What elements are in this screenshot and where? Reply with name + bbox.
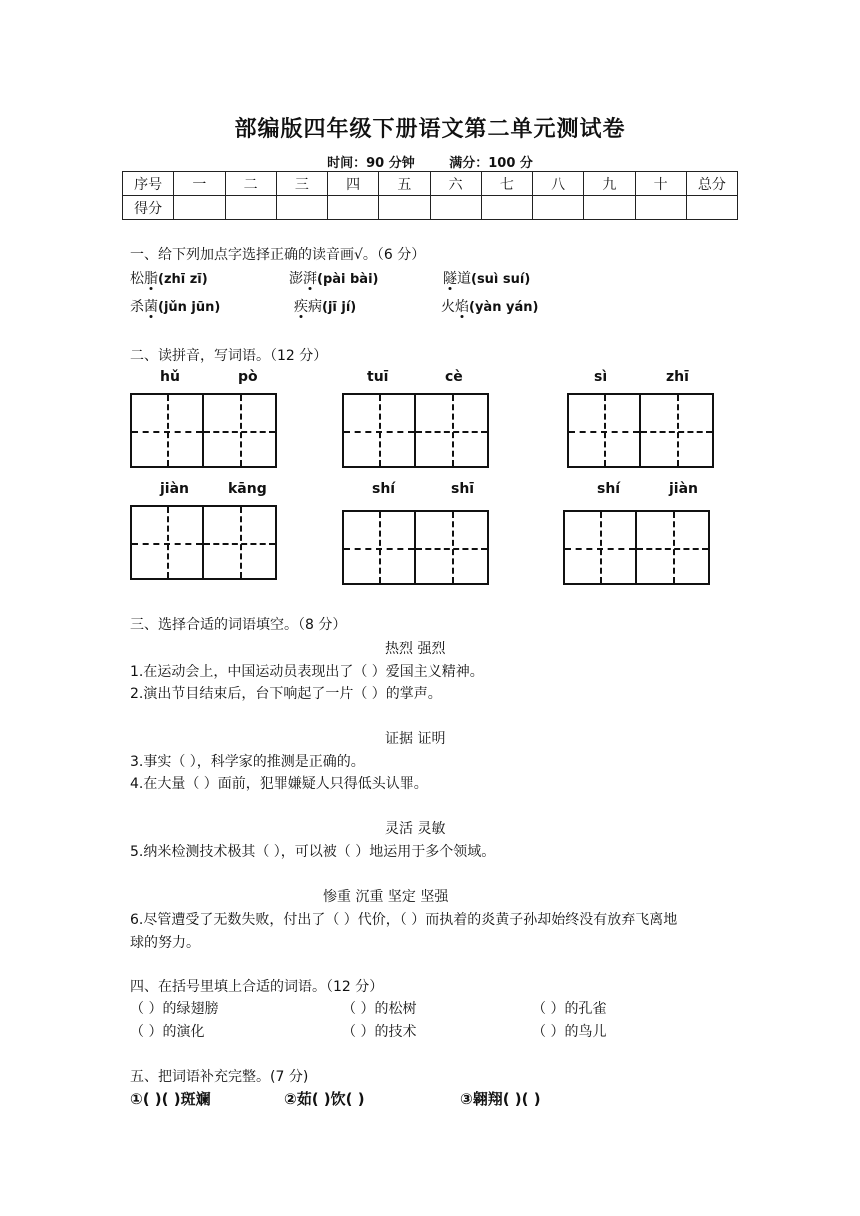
- score-input-cell[interactable]: [635, 196, 686, 220]
- idiom-item[interactable]: ②茹( )饮( ): [284, 1090, 365, 1108]
- table-cell: 四: [328, 172, 379, 196]
- table-cell: 七: [481, 172, 532, 196]
- pinyin-label: shí: [597, 481, 621, 497]
- word-options: 惨重 沉重 坚定 坚强: [323, 889, 449, 905]
- pinyin-label: jiàn: [669, 481, 699, 497]
- section4-heading: 四、在括号里填上合适的词语。（12 分）: [130, 979, 384, 995]
- question-5: 5.纳米检测技术极其（ ），可以被（ ）地运用于多个领域。: [130, 844, 496, 860]
- fill-item[interactable]: （ ）的演化: [130, 1024, 205, 1040]
- fill-item[interactable]: （ ）的松树: [342, 1001, 417, 1017]
- table-cell: 三: [276, 172, 327, 196]
- score-input-cell[interactable]: [686, 196, 737, 220]
- pinyin-label: sì: [594, 369, 608, 385]
- writing-cell[interactable]: [130, 393, 204, 468]
- pronunciation-item[interactable]: 火焰(yàn yán): [441, 299, 539, 315]
- exam-meta: [0, 152, 860, 171]
- pinyin-label: pò: [238, 369, 258, 385]
- word-options: 灵活 灵敏: [385, 821, 446, 837]
- table-cell: 五: [379, 172, 430, 196]
- page-title: 部编版四年级下册语文第二单元测试卷: [234, 117, 626, 142]
- score-input-cell[interactable]: [533, 196, 584, 220]
- pronunciation-item[interactable]: 疾病(jī jí): [294, 299, 357, 315]
- writing-grid[interactable]: [342, 510, 489, 585]
- table-cell: 二: [225, 172, 276, 196]
- table-cell: 十: [635, 172, 686, 196]
- score-input-cell[interactable]: [174, 196, 225, 220]
- pronunciation-item[interactable]: 杀菌(jǔn jūn): [130, 299, 221, 315]
- pinyin-label: jiàn: [160, 481, 190, 497]
- writing-cell[interactable]: [416, 510, 489, 585]
- score-input-cell[interactable]: [328, 196, 379, 220]
- pinyin-label: tuī: [367, 369, 389, 385]
- pinyin-label: kāng: [228, 481, 267, 497]
- writing-cell[interactable]: [204, 393, 277, 468]
- score-input-cell[interactable]: [276, 196, 327, 220]
- score-input-cell[interactable]: [430, 196, 481, 220]
- writing-cell[interactable]: [342, 510, 416, 585]
- section1-heading: 一、给下列加点字选择正确的读音画√。（6 分）: [130, 247, 426, 263]
- score-header-row: [123, 172, 738, 196]
- score-input-cell[interactable]: [584, 196, 635, 220]
- question-2: 2.演出节目结束后，台下响起了一片（ ）的掌声。: [130, 686, 442, 702]
- pinyin-label: shí: [372, 481, 396, 497]
- word-options: 热烈 强烈: [385, 641, 446, 657]
- pinyin-label: hǔ: [160, 369, 180, 385]
- table-cell: 得分: [123, 196, 174, 220]
- pinyin-label: cè: [445, 369, 463, 385]
- score-input-cell[interactable]: [379, 196, 430, 220]
- score-value-row: [123, 196, 738, 220]
- table-cell: 序号: [123, 172, 174, 196]
- writing-cell[interactable]: [204, 505, 277, 580]
- fill-item[interactable]: （ ）的绿翅膀: [130, 1001, 219, 1017]
- score-table: [122, 171, 738, 220]
- question-1: 1.在运动会上，中国运动员表现出了（ ）爱国主义精神。: [130, 664, 484, 680]
- pinyin-label: zhī: [666, 369, 689, 385]
- section2-heading: 二、读拼音，写词语。（12 分）: [130, 348, 328, 364]
- fill-item[interactable]: （ ）的鸟儿: [532, 1024, 607, 1040]
- table-cell: 一: [174, 172, 225, 196]
- writing-cell[interactable]: [416, 393, 489, 468]
- score-input-cell[interactable]: [481, 196, 532, 220]
- writing-cell[interactable]: [567, 393, 641, 468]
- writing-cell[interactable]: [130, 505, 204, 580]
- writing-grid[interactable]: [130, 505, 277, 580]
- pronunciation-item[interactable]: 隧道(suì suí): [443, 271, 531, 287]
- fill-item[interactable]: （ ）的孔雀: [532, 1001, 607, 1017]
- question-4: 4.在大量（ ）面前，犯罪嫌疑人只得低头认罪。: [130, 776, 428, 792]
- idiom-item[interactable]: ①( )( )斑斓: [130, 1090, 211, 1108]
- writing-grid[interactable]: [563, 510, 710, 585]
- writing-cell[interactable]: [641, 393, 714, 468]
- question-6: 6.尽管遭受了无数失败，付出了（ ）代价，（ ）而执着的炎黄子孙却始终没有放弃飞离地: [130, 912, 678, 928]
- writing-cell[interactable]: [637, 510, 710, 585]
- idiom-item[interactable]: ③翱翔( )( ): [460, 1090, 541, 1108]
- word-options: 证据 证明: [385, 731, 446, 747]
- table-cell: 六: [430, 172, 481, 196]
- table-cell: 八: [533, 172, 584, 196]
- writing-grid[interactable]: [130, 393, 277, 468]
- writing-cell[interactable]: [563, 510, 637, 585]
- time-limit: 时间：90 分钟: [327, 156, 415, 171]
- writing-grid[interactable]: [342, 393, 489, 468]
- writing-cell[interactable]: [342, 393, 416, 468]
- section5-heading: 五、把词语补充完整。(7 分): [130, 1069, 309, 1085]
- pinyin-label: shī: [451, 481, 475, 497]
- table-cell: 总分: [686, 172, 737, 196]
- fill-item[interactable]: （ ）的技术: [342, 1024, 417, 1040]
- question-6-cont: 球的努力。: [130, 935, 200, 951]
- pronunciation-item[interactable]: 澎湃(pài bài): [289, 271, 379, 287]
- table-cell: 九: [584, 172, 635, 196]
- full-score: 满分：100 分: [449, 156, 533, 171]
- pronunciation-item[interactable]: 松脂(zhī zī): [130, 271, 208, 287]
- score-input-cell[interactable]: [225, 196, 276, 220]
- question-3: 3.事实（ ），科学家的推测是正确的。: [130, 754, 365, 770]
- section3-heading: 三、选择合适的词语填空。（8 分）: [130, 617, 347, 633]
- writing-grid[interactable]: [567, 393, 714, 468]
